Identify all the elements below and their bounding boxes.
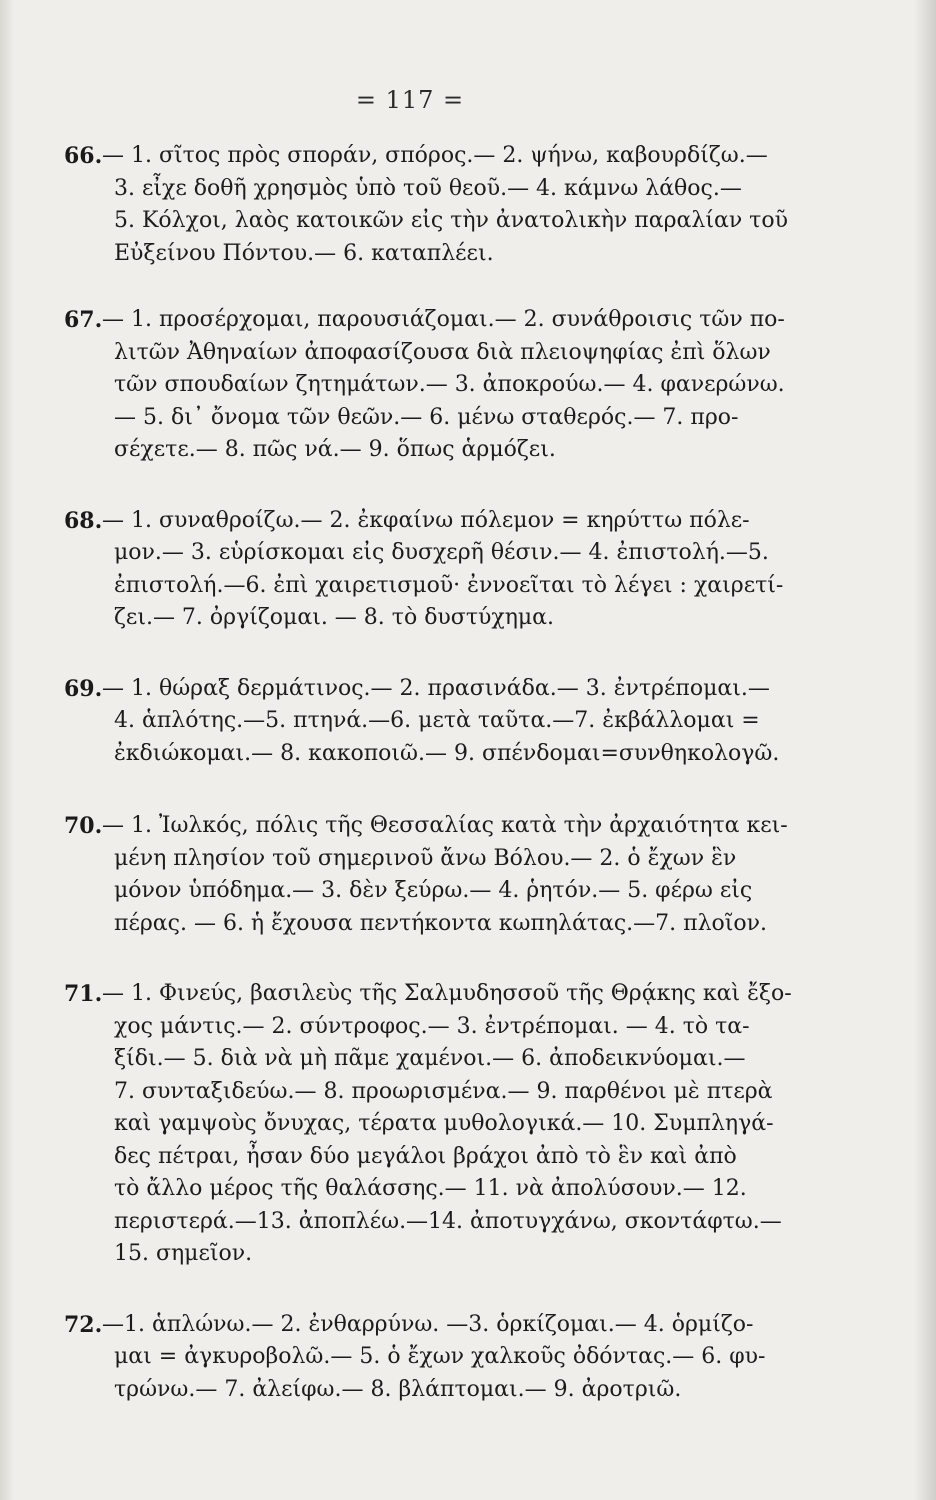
entry-67 [64,304,824,467]
entry-line: μαι = ἀγκυροβολῶ.— 5. ὁ ἔχων χαλκοῦς ὀδόντας.— 6. φυ- [114,1344,766,1369]
entry-line: 5. Κόλχοι, λαὸς κατοικῶν εἰς τὴν ἀνατολικὴν παραλίαν τοῦ [114,208,788,233]
entry-line: — 1. προσέρχομαι, παρουσιάζομαι.— 2. συνάθροισις τῶν πο- [102,307,785,332]
entry-line: μόνον ὑπόδημα.— 3. δὲν ξεύρω.— 4. ῥητόν.— 5. φέρω εἰς [114,878,753,903]
entry-number: 66. [64,143,103,169]
entries-list [64,140,824,1440]
entry-line: δες πέτραι, ἦσαν δύο μεγάλοι βράχοι ἀπὸ τὸ ἓν καὶ ἀπὸ [114,1143,737,1169]
entry-line: τὸ ἄλλο μέρος τῆς θαλάσσης.— 11. νὰ ἀπολύσουν.— 12. [114,1176,747,1201]
entry-70 [64,810,824,940]
entry-69 [64,673,824,771]
entry-line: ζει.— 7. ὀργίζομαι. — 8. τὸ δυστύχημα. [114,605,555,630]
entry-line: — 1. θώραξ δερμάτινος.— 2. πρασινάδα.— 3. ἐντρέπομαι.— [102,675,770,701]
entry-line: χος μάντις.— 2. σύντροφος.— 3. ἐντρέπομαι. — 4. τὸ τα- [114,1013,750,1039]
entry-line: μον.— 3. εὑρίσκομαι εἰς δυσχερῆ θέσιν.— 4. ἐπιστολή.—5. [114,540,769,565]
page-edge-left [0,0,14,1500]
entry-71 [64,978,824,1271]
entry-line: ξίδι.— 5. διὰ νὰ μὴ πᾶμε χαμένοι.— 6. ἀποδεικνύομαι.— [114,1046,746,1071]
entry-72 [64,1309,824,1407]
entry-line: 4. ἁπλότης.—5. πτηνά.—6. μετὰ ταῦτα.—7. ἐκβάλλομαι = [114,708,760,733]
entry-line: τῶν σπουδαίων ζητημάτων.— 3. ἀποκρούω.— 4. φανερώνω. [114,372,785,397]
entry-66 [64,140,824,270]
entry-line: σέχετε.— 8. πῶς νά.— 9. ὅπως ἁρμόζει. [114,437,556,462]
entry-line: ἐκδιώκομαι.— 8. κακοποιῶ.— 9. σπένδομαι=συνθηκολογῶ. [114,740,780,766]
entry-text [102,505,824,635]
page-number: = 117 = [355,86,465,114]
entry-line: λιτῶν Ἀθηναίων ἀποφασίζουσα διὰ πλειοψηφίας ἐπὶ ὅλων [114,339,771,365]
entry-text [102,304,824,467]
entry-number: 72. [64,1311,103,1338]
entry-line: 15. σημεῖον. [114,1241,253,1266]
entry-number: 67. [64,307,103,333]
entry-line: — 1. σῖτος πρὸς σποράν, σπόρος.— 2. ψήνω, καβουρδίζω.— [102,143,768,168]
entry-line: μένη πλησίον τοῦ σημερινοῦ ἄνω Βόλου.— 2. ὁ ἔχων ἓν [114,845,737,871]
entry-number: 71. [64,981,103,1007]
entry-number: 70. [64,813,103,839]
entry-text [102,1309,824,1407]
entry-line: 3. εἶχε δοθῆ χρησμὸς ὑπὸ τοῦ θεοῦ.— 4. κάμνω λάθος.— [114,175,742,201]
entry-number: 68. [64,507,103,534]
entry-line: πέρας. — 6. ἡ ἔχουσα πεντήκοντα κωπηλάτας.—7. πλοῖον. [114,910,768,936]
entry-line: — 1. Φινεύς, βασιλεὺς τῆς Σαλμυδησσοῦ τῆς Θρᾴκης καὶ ἔξο- [102,981,792,1006]
entry-line: περιστερά.—13. ἀποπλέω.—14. ἀποτυγχάνω, σκοντάφτω.— [114,1208,782,1234]
entry-text [102,978,824,1271]
entry-text [102,140,824,270]
entry-line: τρώνω.— 7. ἀλείφω.— 8. βλάπτομαι.— 9. ἀροτριῶ. [114,1376,682,1402]
entry-68 [64,505,824,635]
entry-number: 69. [64,675,103,702]
entry-line: Εὐξείνου Πόντου.— 6. καταπλέει. [114,240,494,266]
page-edge-right [914,0,936,1500]
entry-text [102,673,824,771]
entry-line: — 5. δι᾽ ὄνομα τῶν θεῶν.— 6. μένω σταθερός.— 7. προ- [114,404,739,430]
entry-line: καὶ γαμψοὺς ὄνυχας, τέρατα μυθολογικά.— 10. Συμπληγά- [114,1111,774,1136]
entry-line: 7. συνταξιδεύω.— 8. προωρισμένα.— 9. παρθένοι μὲ πτερὰ [114,1078,773,1104]
entry-line: — 1. Ἰωλκός, πόλις τῆς Θεσσαλίας κατὰ τὴν ἀρχαιότητα κει- [102,813,788,838]
entry-text [102,810,824,940]
entry-line: —1. ἁπλώνω.— 2. ἐνθαρρύνω. —3. ὁρκίζομαι.— 4. ὁρμίζο- [102,1311,754,1337]
entry-line: — 1. συναθροίζω.— 2. ἐκφαίνω πόλεμον = κηρύττω πόλε- [102,507,750,533]
entry-line: ἐπιστολή.—6. ἐπὶ χαιρετισμοῦ· ἐννοεῖται τὸ λέγει : χαιρετί- [114,572,784,598]
